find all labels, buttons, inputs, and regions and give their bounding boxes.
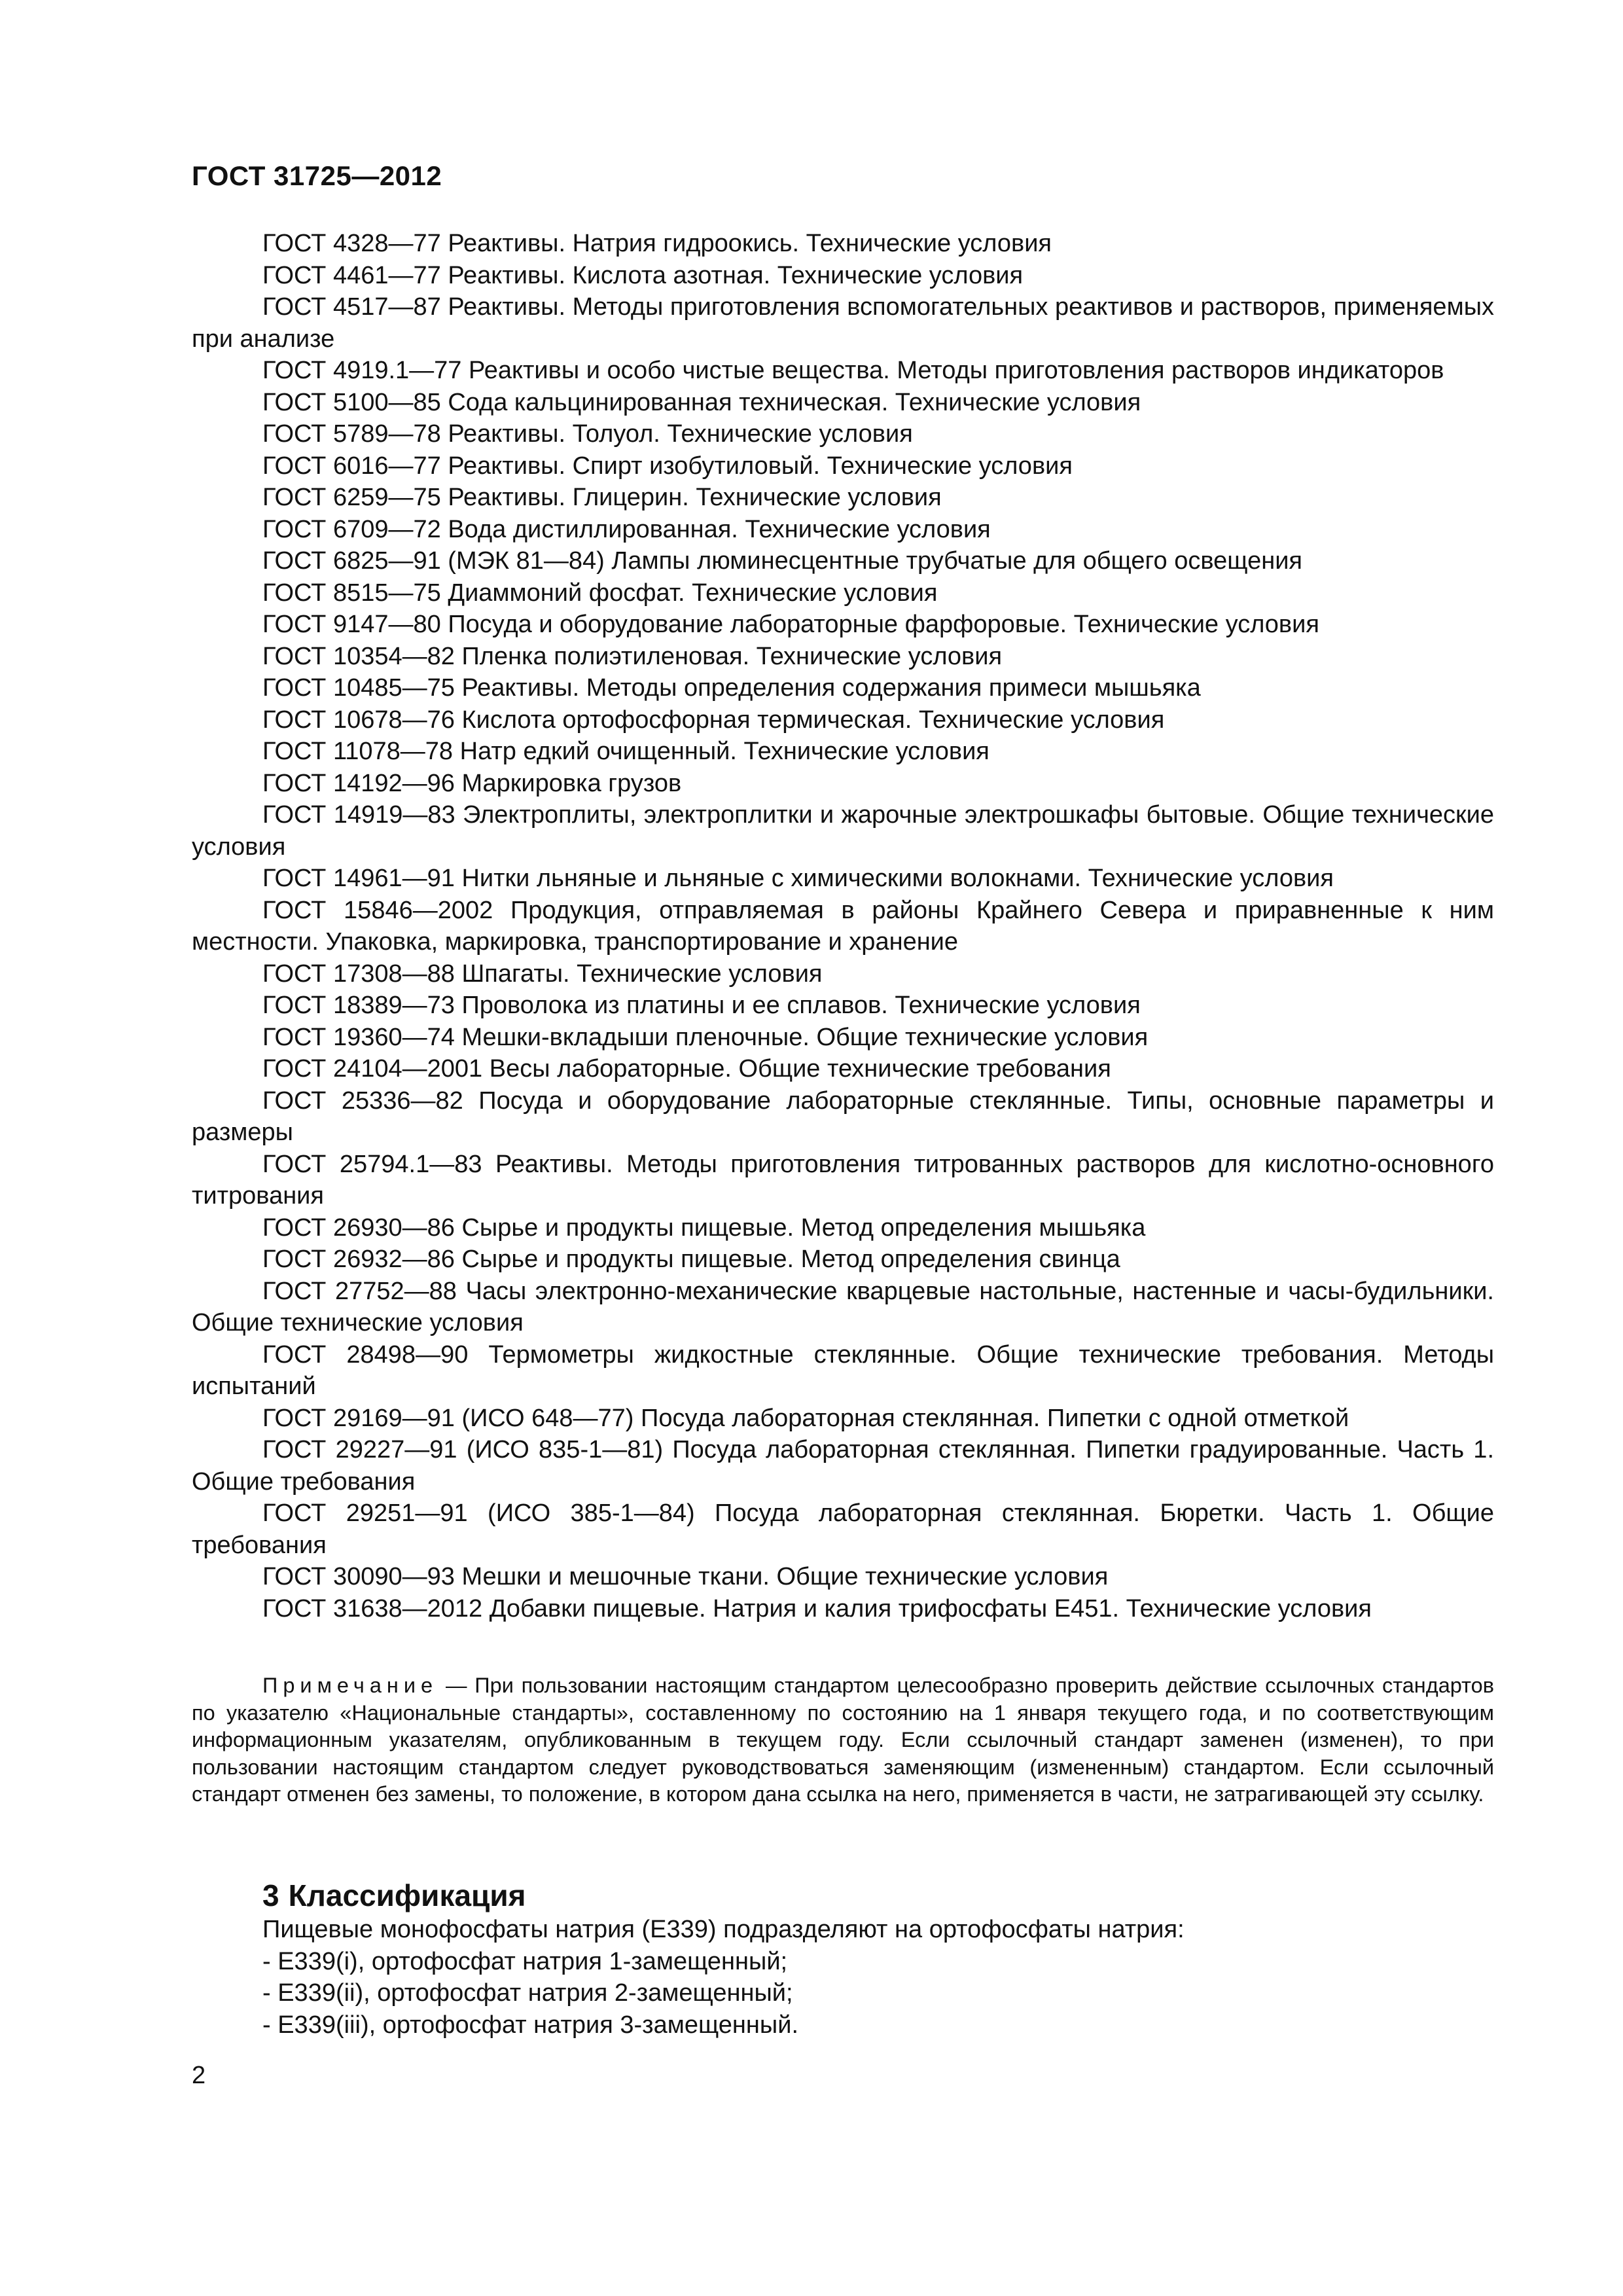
reference-item bbox=[192, 482, 1494, 514]
reference-title: Посуда лабораторная стеклянная. Бюретки. Часть 1. Общие требования bbox=[192, 1499, 1495, 1559]
reference-code: ГОСТ 14192—96 bbox=[262, 769, 455, 797]
reference-title: Вода дистиллированная. Технические условия bbox=[448, 515, 991, 543]
reference-item bbox=[192, 545, 1494, 577]
reference-item bbox=[192, 863, 1494, 895]
note-paragraph bbox=[192, 1672, 1494, 1808]
reference-item bbox=[192, 291, 1494, 355]
reference-code: ГОСТ 5789—78 bbox=[262, 420, 441, 448]
reference-title: Реактивы и особо чистые вещества. Методы приготовления растворов индикаторов bbox=[469, 357, 1444, 384]
reference-code: ГОСТ 4517—87 bbox=[262, 293, 441, 321]
reference-title: Сода кальцинированная техническая. Технические условия bbox=[448, 388, 1141, 416]
reference-title: Реактивы. Методы приготовления вспомогательных реактивов и растворов, применяемых при анализе bbox=[192, 293, 1495, 353]
reference-code: ГОСТ 25336—82 bbox=[262, 1086, 463, 1115]
reference-item bbox=[192, 514, 1494, 546]
reference-code: ГОСТ 4328—77 bbox=[262, 230, 441, 257]
reference-title: Посуда лабораторная стеклянная. Пипетки с одной отметкой bbox=[641, 1404, 1349, 1432]
reference-code: ГОСТ 15846—2002 bbox=[262, 896, 493, 924]
reference-title: Часы электронно-механические кварцевые настольные, настенные и часы-будильники. Общие технические условия bbox=[192, 1277, 1494, 1336]
note-text: — При пользовании настоящим стандартом целесообразно проверить действие ссылочных стандартов по указателю «Национальные стандарты», составленному по состоянию на 1 января текущего года, и по соответствующим информационным указателям, опубликованным в текущем году. Если ссылочный стандарт заменен (изменен), то при пользовании настоящим стандартом следует руководствоваться заменяющим (измененным) стандартом. Если ссылочный стандарт отменен без замены, то положение, в котором дана ссылка на него, применяется в части, не затрагивающей эту ссылку. bbox=[192, 1674, 1495, 1806]
reference-code: ГОСТ 10678—76 bbox=[262, 706, 455, 734]
reference-title: Реактивы. Спирт изобутиловый. Технические условия bbox=[448, 452, 1073, 480]
reference-code: ГОСТ 6259—75 bbox=[262, 484, 441, 511]
reference-item bbox=[192, 228, 1494, 260]
reference-code: ГОСТ 6825—91 (МЭК 81—84) bbox=[262, 547, 605, 575]
reference-code: ГОСТ 19360—74 bbox=[262, 1023, 455, 1051]
note-label: Примечание bbox=[262, 1674, 438, 1697]
section-title: Классификация bbox=[288, 1878, 526, 1912]
list-item: - Е339(iii), ортофосфат натрия 3-замещенный. bbox=[262, 2011, 799, 2039]
reference-title: Нитки льняные и льняные с химическими волокнами. Технические условия bbox=[461, 865, 1334, 892]
reference-title: Реактивы. Толуол. Технические условия bbox=[448, 420, 913, 448]
reference-item bbox=[192, 799, 1494, 863]
reference-item bbox=[192, 895, 1494, 958]
reference-item bbox=[192, 577, 1494, 609]
reference-item bbox=[192, 641, 1494, 673]
section-number: 3 bbox=[262, 1878, 279, 1912]
reference-code: ГОСТ 11078—78 bbox=[262, 738, 454, 765]
reference-title: Посуда и оборудование лабораторные фарфоровые. Технические условия bbox=[448, 611, 1319, 638]
reference-code: ГОСТ 8515—75 bbox=[262, 579, 441, 607]
reference-code: ГОСТ 6016—77 bbox=[262, 452, 441, 480]
reference-title: Реактивы. Натрия гидроокись. Технические условия bbox=[448, 230, 1052, 257]
reference-code: ГОСТ 4919.1—77 bbox=[262, 357, 462, 384]
reference-item bbox=[192, 418, 1494, 450]
reference-code: ГОСТ 30090—93 bbox=[262, 1563, 455, 1590]
reference-title: Реактивы. Методы приготовления титрованных растворов для кислотно-основного титрования bbox=[192, 1150, 1494, 1210]
reference-title: Шпагаты. Технические условия bbox=[461, 960, 823, 988]
reference-title: Сырье и продукты пищевые. Метод определения свинца bbox=[461, 1246, 1120, 1273]
reference-item bbox=[192, 355, 1494, 387]
reference-code: ГОСТ 10354—82 bbox=[262, 642, 455, 670]
reference-item bbox=[192, 958, 1494, 990]
reference-title: Реактивы. Методы определения содержания примеси мышьяка bbox=[461, 674, 1201, 702]
reference-item bbox=[192, 1561, 1494, 1593]
reference-title: Весы лабораторные. Общие технические требования bbox=[489, 1055, 1111, 1083]
reference-code: ГОСТ 6709—72 bbox=[262, 515, 441, 543]
section-classification bbox=[262, 1877, 1493, 2041]
reference-item bbox=[192, 990, 1494, 1022]
reference-code: ГОСТ 29251—91 (ИСО 385-1—84) bbox=[262, 1499, 695, 1527]
reference-code: ГОСТ 14961—91 bbox=[262, 865, 455, 892]
reference-code: ГОСТ 10485—75 bbox=[262, 674, 455, 702]
reference-title: Реактивы. Кислота азотная. Технические условия bbox=[448, 261, 1024, 289]
reference-item bbox=[192, 1498, 1494, 1561]
reference-code: ГОСТ 29227—91 (ИСО 835-1—81) bbox=[262, 1436, 664, 1463]
reference-item bbox=[192, 1149, 1494, 1212]
list-item: - Е339(i), ортофосфат натрия 1-замещенный; bbox=[262, 1947, 788, 1975]
reference-title: Маркировка грузов bbox=[461, 769, 682, 797]
reference-title: Проволока из платины и ее сплавов. Технические условия bbox=[461, 992, 1141, 1019]
reference-title: Натр едкий очищенный. Технические условия bbox=[459, 738, 990, 765]
reference-title: Посуда лабораторная стеклянная. Пипетки градуированные. Часть 1. Общие требования bbox=[192, 1436, 1494, 1496]
reference-title: Лампы люминесцентные трубчатые для общего освещения bbox=[611, 547, 1303, 575]
reference-item bbox=[192, 1022, 1494, 1054]
reference-code: ГОСТ 27752—88 bbox=[262, 1277, 457, 1305]
reference-code: ГОСТ 24104—2001 bbox=[262, 1055, 483, 1083]
reference-item bbox=[192, 1339, 1494, 1403]
reference-item bbox=[192, 387, 1494, 419]
reference-code: ГОСТ 29169—91 (ИСО 648—77) bbox=[262, 1404, 634, 1432]
reference-title: Кислота ортофосфорная термическая. Технические условия bbox=[461, 706, 1165, 734]
reference-title: Добавки пищевые. Натрия и калия трифосфаты Е451. Технические условия bbox=[489, 1594, 1372, 1623]
list-item: - Е339(ii), ортофосфат натрия 2-замещенный; bbox=[262, 1979, 793, 2007]
reference-item bbox=[192, 450, 1494, 482]
reference-title: Реактивы. Глицерин. Технические условия bbox=[448, 484, 942, 511]
section-intro: Пищевые монофосфаты натрия (Е339) подразделяют на ортофосфаты натрия: bbox=[262, 1916, 1185, 1943]
normative-references-list bbox=[192, 228, 1494, 1624]
reference-title: Продукция, отправляемая в районы Крайнего Севера и приравненные к ним местности. Упаковка, маркировка, транспортирование и хранение bbox=[192, 896, 1495, 956]
reference-code: ГОСТ 9147—80 bbox=[262, 611, 441, 638]
reference-item bbox=[192, 1085, 1494, 1149]
reference-item bbox=[192, 609, 1494, 641]
reference-code: ГОСТ 4461—77 bbox=[262, 261, 441, 289]
reference-item bbox=[192, 1053, 1494, 1085]
reference-item bbox=[192, 672, 1494, 704]
reference-code: ГОСТ 18389—73 bbox=[262, 992, 455, 1019]
document-header: ГОСТ 31725—2012 bbox=[192, 160, 442, 191]
reference-code: ГОСТ 31638—2012 bbox=[262, 1594, 483, 1623]
reference-code: ГОСТ 5100—85 bbox=[262, 388, 441, 416]
reference-title: Сырье и продукты пищевые. Метод определения мышьяка bbox=[461, 1213, 1146, 1242]
reference-code: ГОСТ 25794.1—83 bbox=[262, 1150, 482, 1178]
reference-title: Термометры жидкостные стеклянные. Общие технические требования. Методы испытаний bbox=[192, 1340, 1495, 1400]
reference-code: ГОСТ 26932—86 bbox=[262, 1246, 455, 1273]
reference-item bbox=[192, 1244, 1494, 1276]
reference-title: Мешки-вкладыши пленочные. Общие технические условия bbox=[461, 1023, 1149, 1051]
reference-title: Пленка полиэтиленовая. Технические условия bbox=[461, 642, 1003, 670]
reference-item bbox=[192, 260, 1494, 292]
reference-title: Диаммоний фосфат. Технические условия bbox=[448, 579, 938, 607]
reference-title: Посуда и оборудование лабораторные стеклянные. Типы, основные параметры и размеры bbox=[192, 1086, 1495, 1146]
reference-item bbox=[192, 1276, 1494, 1339]
reference-code: ГОСТ 28498—90 bbox=[262, 1340, 469, 1369]
reference-code: ГОСТ 14919—83 bbox=[262, 801, 455, 829]
reference-item bbox=[192, 1593, 1494, 1625]
reference-item bbox=[192, 1434, 1494, 1498]
reference-item bbox=[192, 1212, 1494, 1244]
reference-item bbox=[192, 704, 1494, 736]
reference-item bbox=[192, 736, 1494, 768]
page-number: 2 bbox=[192, 2062, 206, 2089]
reference-title: Мешки и мешочные ткани. Общие технические условия bbox=[461, 1563, 1109, 1590]
reference-code: ГОСТ 26930—86 bbox=[262, 1213, 455, 1242]
section-heading bbox=[262, 1877, 1493, 1914]
reference-code: ГОСТ 17308—88 bbox=[262, 960, 455, 988]
reference-item bbox=[192, 1403, 1494, 1435]
reference-item bbox=[192, 768, 1494, 800]
reference-title: Электроплиты, электроплитки и жарочные электрошкафы бытовые. Общие технические условия bbox=[192, 801, 1495, 861]
